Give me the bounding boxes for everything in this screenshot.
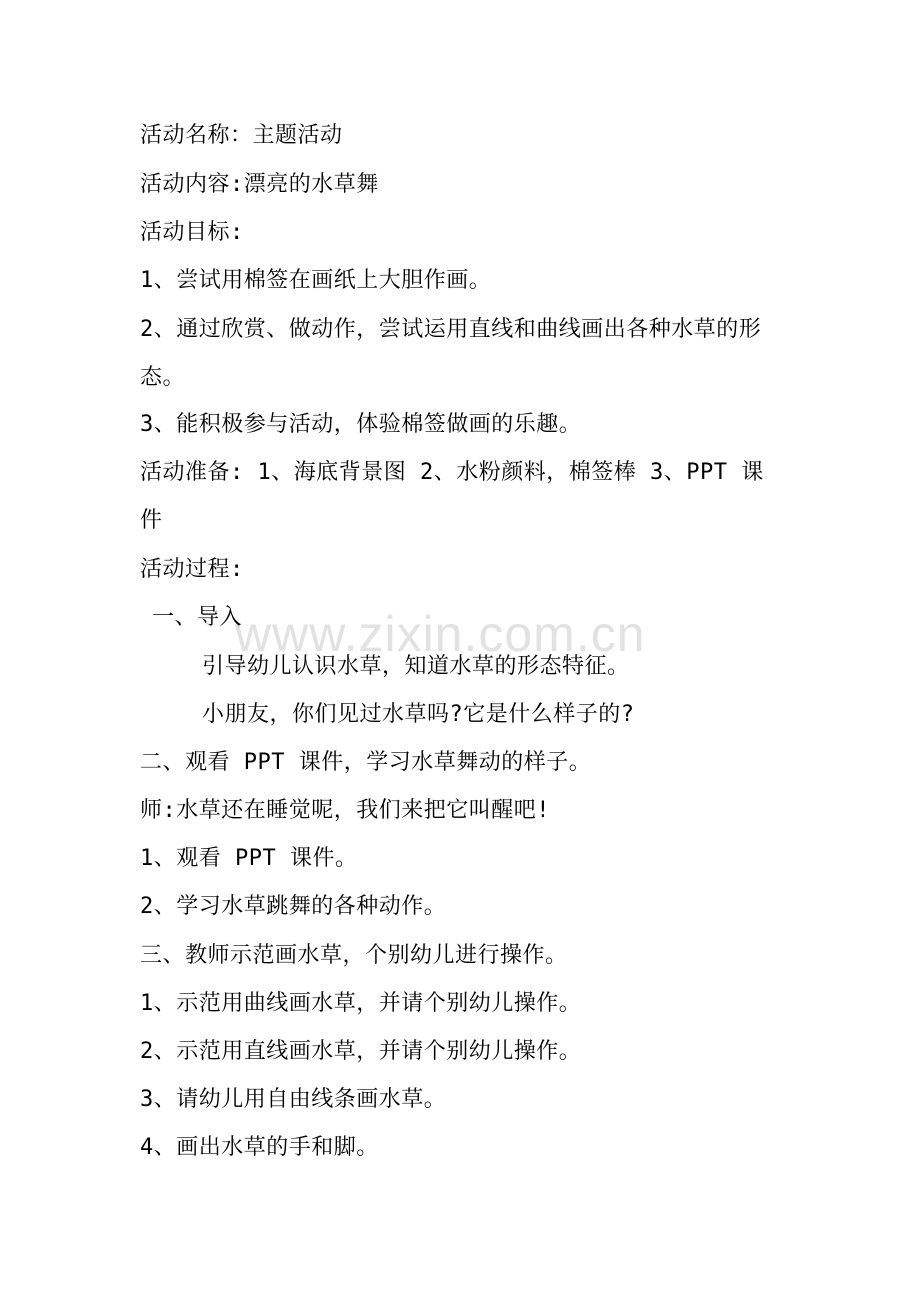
section-line: 引导幼儿认识水草，知道水草的形态特征。: [202, 654, 630, 679]
section-title: 二、观看 PPT 课件，学习水草舞动的样子。: [140, 750, 592, 775]
section-line: 师:水草还在睡觉呢，我们来把它叫醒吧!: [140, 798, 550, 823]
section-line: 3、请幼儿用自由线条画水草。: [140, 1087, 447, 1112]
section-line: 2、示范用直线画水草，并请个别幼儿操作。: [140, 1039, 582, 1064]
objective-item: 3、能积极参与活动，体验棉签做画的乐趣。: [140, 412, 582, 437]
preparation: 活动准备: 1、海底背景图 2、水粉颜料，棉签棒 3、PPT 课件: [140, 460, 764, 533]
objectives-heading: 活动目标:: [140, 220, 244, 245]
process-heading: 活动过程:: [140, 557, 244, 582]
watermark: www.zixin.com.cn: [235, 606, 646, 662]
section-line: 2、学习水草跳舞的各种动作。: [140, 894, 447, 919]
section-line: 4、画出水草的手和脚。: [140, 1135, 379, 1160]
section-line: 1、观看 PPT 课件。: [140, 846, 358, 871]
objective-item: 2、通过欣赏、做动作，尝试运用直线和曲线画出各种水草的形态。: [140, 317, 762, 390]
activity-content: 活动内容:漂亮的水草舞: [140, 172, 379, 197]
section-line: 小朋友，你们见过水草吗?它是什么样子的?: [202, 702, 635, 727]
activity-name: 活动名称：主题活动: [140, 123, 343, 148]
section-title: 三、教师示范画水草，个别幼儿进行操作。: [140, 943, 568, 968]
section-line: 1、示范用曲线画水草，并请个别幼儿操作。: [140, 991, 582, 1016]
section-title: 一、导入: [152, 605, 243, 630]
objective-item: 1、尝试用棉签在画纸上大胆作画。: [140, 268, 492, 293]
